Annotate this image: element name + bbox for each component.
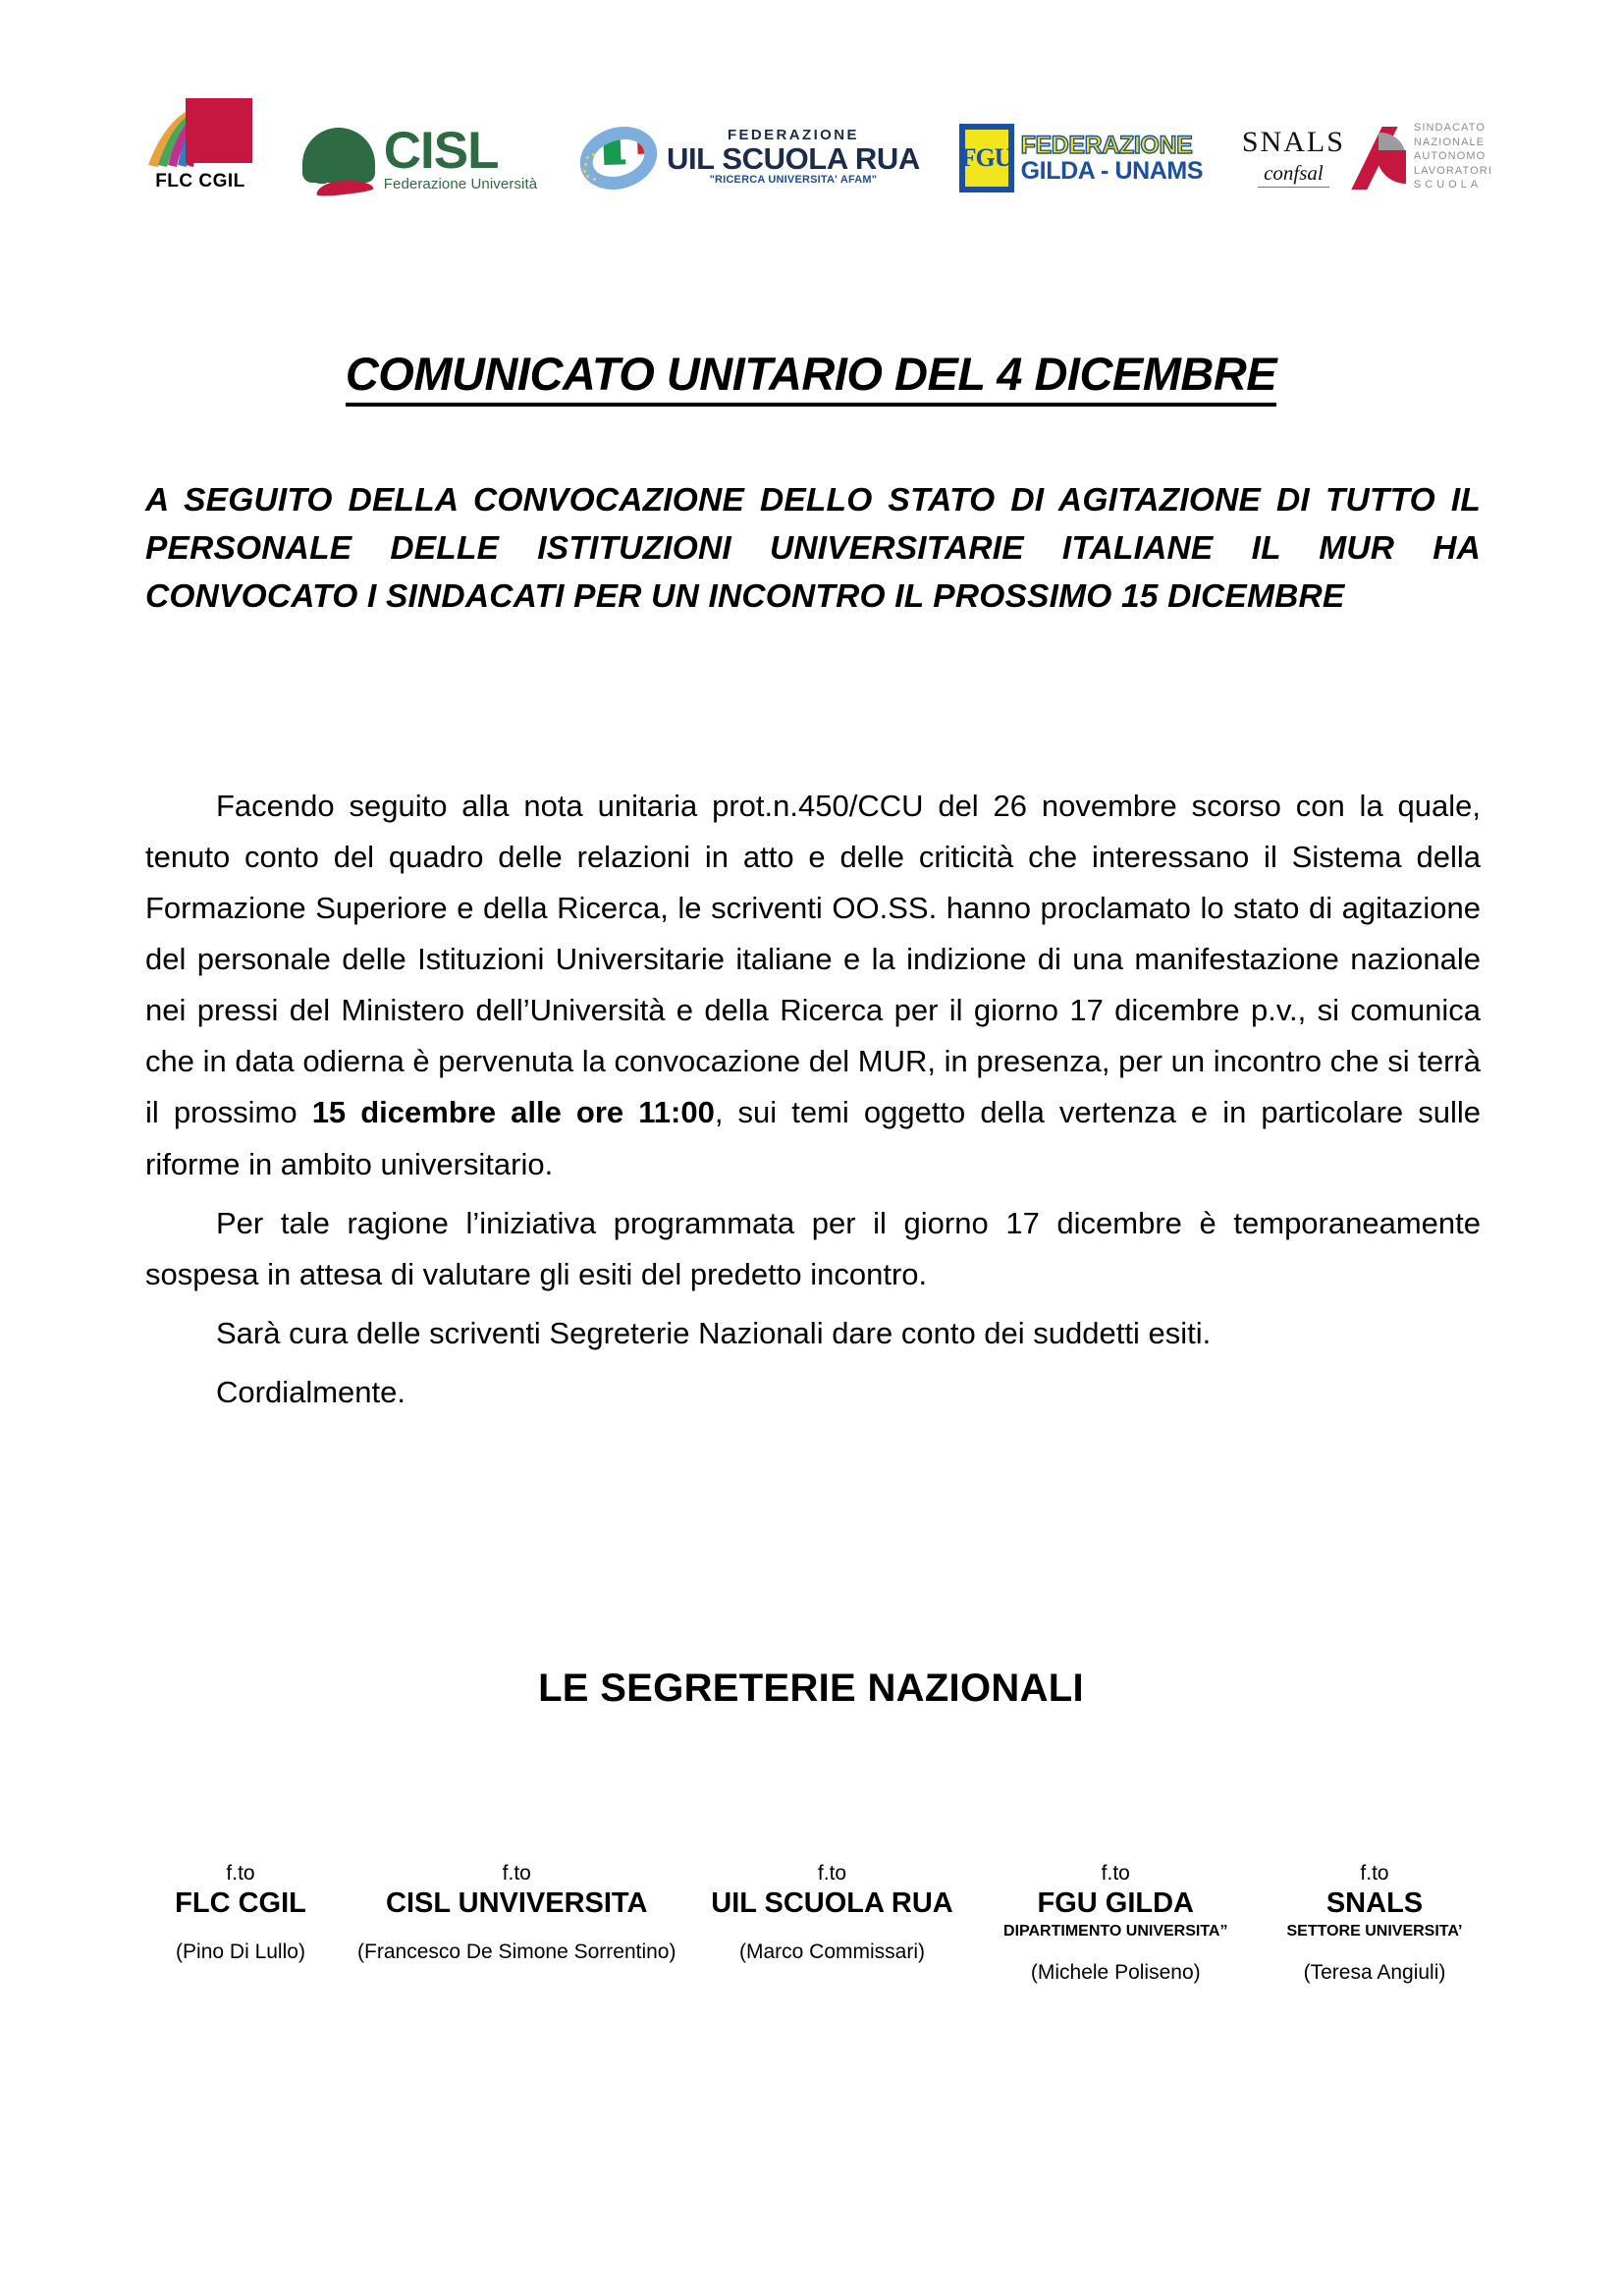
body-paragraph-4: Cordialmente.	[216, 1374, 406, 1409]
signature-person-name: (Pino Di Lullo)	[176, 1941, 305, 1964]
logo-flc-cgil	[137, 96, 263, 192]
signature-org-name: SNALS	[1325, 1887, 1424, 1920]
signature-org-name: UIL SCUOLA RUA	[711, 1887, 953, 1920]
signature-person-name: (Francesco De Simone Sorrentino)	[357, 1941, 676, 1964]
signatures-heading: LE SEGRETERIE NAZIONALI	[538, 1667, 1084, 1710]
snals-descriptor	[1414, 121, 1492, 192]
signature-fto-label: f.to	[817, 1862, 847, 1885]
uil-tagline: "RICERCA UNIVERSITA' AFAM"	[709, 174, 878, 186]
page-title-text: COMUNICATO UNITARIO DEL 4 DICEMBRE	[346, 348, 1276, 407]
signature-org-name: FGU GILDA	[1037, 1887, 1194, 1920]
signature-block-fgu-gilda	[986, 1861, 1246, 1985]
snals-descriptor-line-3: AUTONOMO	[1413, 150, 1487, 163]
snals-emblem-icon	[1351, 125, 1408, 190]
signature-org-name: CISL UNVIVERSITA	[386, 1887, 648, 1920]
snals-descriptor-line-2: NAZIONALE	[1413, 136, 1486, 148]
cisl-wordmark: CISL	[383, 122, 499, 181]
uil-eu-stars-icon	[582, 153, 608, 179]
signature-department: DIPARTIMENTO UNIVERSITA”	[1003, 1923, 1228, 1941]
body-paragraph-3: Sarà cura delle scriventi Segreterie Nazionali dare conto dei suddetti esiti.	[216, 1315, 1212, 1350]
fgu-badge-icon	[959, 124, 1014, 192]
signature-fto-label: f.to	[226, 1862, 255, 1885]
logo-cisl	[302, 122, 538, 192]
document-body	[145, 781, 1481, 1426]
flc-red-square-icon	[186, 98, 252, 163]
signature-person-name: (Michele Poliseno)	[1030, 1960, 1201, 1984]
fgu-wordmark: GILDA - UNAMS	[1020, 157, 1204, 185]
logo-snals-confsal	[1242, 121, 1492, 192]
body-paragraph-1-part-a: Facendo seguito alla nota unitaria prot.n.450/CCU del 26 novembre scorso con la quale, tenuto conto del quadro delle relazioni in atto e delle criticità che interessano il Sistema della Formazione Superiore e della Ricerca, le scriventi OO.SS. hanno proclamato lo stato di agitazione del personale delle Istituzioni Universitarie italiane e la indizione di una manifestazione nazionale nei pressi del Ministero dell’Università e della Ricerca per il giorno 17 dicembre p.v., si comunica che in data odierna è pervenuta la convocazione del MUR, in presenza, per un incontro che si terrà il prossimo	[145, 789, 1481, 1130]
flc-cgil-wordmark: FLC CGIL	[155, 171, 245, 191]
snals-wordmark: SNALS	[1241, 126, 1345, 159]
signature-fto-label: f.to	[1101, 1862, 1130, 1885]
signatures-row	[137, 1861, 1492, 1985]
snals-descriptor-line-4: LAVORATORI	[1413, 164, 1492, 177]
logo-fgu-gilda-unams	[959, 124, 1204, 192]
signature-person-name: (Teresa Angiuli)	[1303, 1960, 1446, 1984]
union-logos-band	[137, 84, 1492, 192]
snals-confsal-label: confsal	[1258, 161, 1329, 188]
uil-federazione-label: FEDERAZIONE	[727, 127, 859, 143]
logo-uil-scuola-rua	[576, 120, 920, 192]
uil-wordmark: UIL SCUOLA RUA	[666, 141, 920, 176]
body-paragraph-2: Per tale ragione l’iniziativa programmata per il giorno 17 dicembre è temporaneamente sospesa in attesa di valutare gli esiti del predetto incontro.	[145, 1205, 1481, 1291]
body-paragraph-1	[145, 781, 1481, 1190]
fgu-monogram: FGU	[960, 143, 1012, 172]
uil-ring-icon	[576, 120, 663, 192]
signature-block-snals	[1257, 1861, 1492, 1985]
signature-block-uil-scuola-rua	[690, 1861, 975, 1964]
signature-fto-label: f.to	[1360, 1862, 1389, 1885]
snals-descriptor-line-5: SCUOLA	[1413, 179, 1483, 191]
signature-person-name: (Marco Commissari)	[739, 1941, 925, 1964]
body-paragraph-1-part-b: , sui temi oggetto della vertenza e in particolare sulle riforme in ambito universitario.	[145, 1095, 1481, 1181]
cisl-subtitle: Federazione Università	[383, 175, 538, 192]
signature-org-name: FLC CGIL	[175, 1887, 306, 1920]
snals-descriptor-line-1: SINDACATO	[1413, 122, 1486, 135]
signature-department: SETTORE UNIVERSITA’	[1286, 1923, 1463, 1941]
document-subtitle: A SEGUITO DELLA CONVOCAZIONE DELLO STATO DI AGITAZIONE DI TUTTO IL PERSONALE DELLE ISTITUZIONI UNIVERSITARIE ITALIANE IL MUR HA CONVOCATO I SINDACATI PER UN INCONTRO IL PROSSIMO 15 DICEMBRE	[145, 482, 1481, 616]
flc-cgil-icon	[146, 96, 254, 167]
cisl-dome-icon	[302, 128, 375, 192]
fgu-federazione-label: FEDERAZIONE	[1020, 131, 1193, 159]
signature-fto-label: f.to	[502, 1862, 531, 1885]
page-title	[0, 347, 1622, 401]
meeting-datetime: 15 dicembre alle ore 11:00	[311, 1095, 715, 1130]
signature-block-flc-cgil	[137, 1861, 344, 1964]
signature-block-cisl	[354, 1861, 678, 1964]
